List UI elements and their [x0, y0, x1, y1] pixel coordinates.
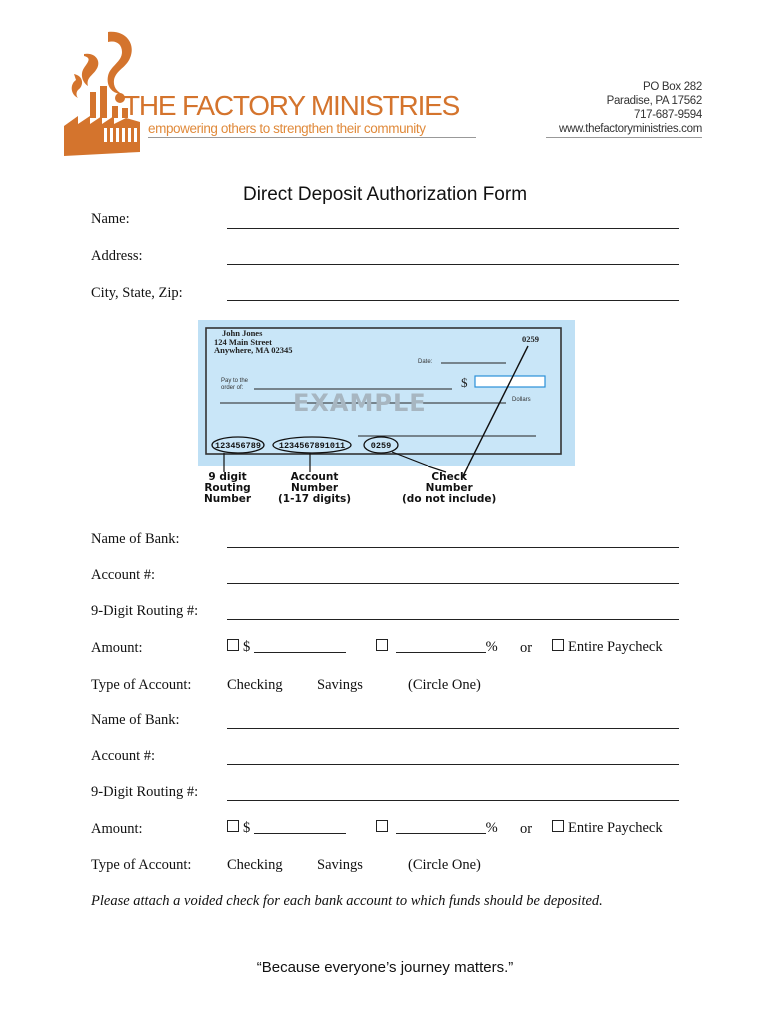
account-type-savings[interactable]: Savings	[317, 677, 363, 693]
dollar-checkbox-2[interactable]	[227, 820, 239, 832]
amount-or: or	[520, 640, 533, 656]
voided-check-note: Please attach a voided check for each bank account to which funds should be deposited.	[91, 893, 603, 909]
account-type-label-2: Type of Account:	[91, 857, 192, 873]
percent-checkbox[interactable]	[376, 639, 388, 651]
check-owner-name: John Jones	[222, 328, 263, 338]
entire-paycheck-checkbox[interactable]	[552, 639, 564, 651]
name-label: Name:	[91, 211, 130, 227]
dollar-checkbox[interactable]	[227, 639, 239, 651]
account-type-savings-2[interactable]: Savings	[317, 857, 363, 873]
amount-label: Amount:	[91, 640, 143, 656]
amount-percent-option-2[interactable]: %	[376, 820, 498, 837]
entire-paycheck-option[interactable]: Entire Paycheck	[552, 639, 663, 656]
org-name: THE FACTORY MINISTRIES	[123, 90, 460, 121]
check-dollars-label: Dollars	[512, 397, 531, 403]
percent-amount-field-2[interactable]	[396, 821, 486, 834]
contact-divider	[546, 137, 702, 138]
amount-or-2: or	[520, 821, 533, 837]
bank-name-label: Name of Bank:	[91, 531, 180, 547]
circle-one-hint: (Circle One)	[408, 677, 481, 693]
routing-number-field-2[interactable]	[227, 800, 679, 801]
account-type-label: Type of Account:	[91, 677, 192, 693]
dollar-amount-field-2[interactable]	[254, 821, 346, 834]
check-number: 0259	[522, 334, 539, 344]
amount-dollar-option[interactable]: $	[227, 639, 346, 656]
routing-number-example: 123456789	[215, 441, 261, 451]
entire-paycheck-option-2[interactable]: Entire Paycheck	[552, 820, 663, 837]
contact-phone: 717-687-9594	[633, 109, 702, 121]
check-pay-to-1: Pay to the	[221, 378, 249, 384]
amount-label-2: Amount:	[91, 821, 143, 837]
routing-number-label-2: 9-Digit Routing #:	[91, 784, 199, 800]
check-owner-street: 124 Main Street	[214, 337, 272, 347]
routing-number-field[interactable]	[227, 619, 679, 620]
circle-one-hint-2: (Circle One)	[408, 857, 481, 873]
check-watermark: EXAMPLE	[293, 389, 427, 417]
contact-website[interactable]: www.thefactoryministries.com	[558, 123, 702, 135]
name-field[interactable]	[227, 228, 679, 229]
bank-name-field-2[interactable]	[227, 728, 679, 729]
contact-city: Paradise, PA 17562	[606, 95, 702, 107]
routing-number-label: 9-Digit Routing #:	[91, 603, 199, 619]
account-number-field-2[interactable]	[227, 764, 679, 765]
amount-dollar-option-2[interactable]: $	[227, 820, 346, 837]
contact-po-box: PO Box 282	[642, 81, 702, 93]
check-owner-city: Anywhere, MA 02345	[214, 345, 293, 355]
amount-percent-option[interactable]: %	[376, 639, 498, 656]
account-number-label: Account #:	[91, 567, 156, 583]
city-state-zip-label: City, State, Zip:	[91, 285, 183, 301]
dollar-amount-field[interactable]	[254, 640, 346, 653]
check-number-example: 0259	[370, 441, 392, 451]
contact-block	[559, 80, 702, 136]
bank-name-field[interactable]	[227, 547, 679, 548]
address-field[interactable]	[227, 264, 679, 265]
account-type-checking[interactable]: Checking	[227, 677, 283, 693]
percent-amount-field[interactable]	[396, 640, 486, 653]
tagline-divider	[148, 137, 476, 138]
check-number-callout: Check Number (do not include)	[402, 471, 497, 505]
account-type-checking-2[interactable]: Checking	[227, 857, 283, 873]
org-tagline: empowering others to strengthen their community	[148, 121, 426, 136]
account-number-field[interactable]	[227, 583, 679, 584]
sample-check-image	[198, 320, 575, 466]
account-callout: Account Number (1-17 digits)	[278, 471, 352, 505]
footer-quote: “Because everyone’s journey matters.”	[256, 959, 514, 976]
check-pay-to-2: order of:	[221, 385, 244, 391]
percent-checkbox-2[interactable]	[376, 820, 388, 832]
account-number-example: 1234567891011	[278, 441, 346, 451]
form-title: Direct Deposit Authorization Form	[242, 184, 528, 205]
routing-callout: 9 digit Routing Number	[204, 471, 252, 505]
account-number-label-2: Account #:	[91, 748, 156, 764]
bank-name-label-2: Name of Bank:	[91, 712, 180, 728]
city-state-zip-field[interactable]	[227, 300, 679, 301]
address-label: Address:	[91, 248, 143, 264]
entire-paycheck-checkbox-2[interactable]	[552, 820, 564, 832]
check-date-label: Date:	[418, 359, 433, 365]
check-dollar-sign: $	[461, 375, 468, 390]
check-pointer-lines	[198, 466, 575, 478]
